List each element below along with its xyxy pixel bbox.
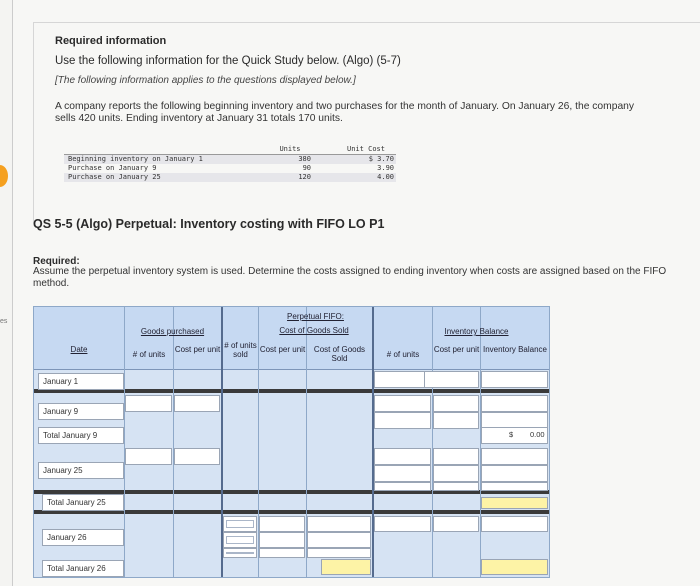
jan25-units-input[interactable] xyxy=(125,448,172,465)
inventory-table-header xyxy=(64,145,396,155)
column-line xyxy=(372,307,374,577)
cost-per-unit-column-header: Cost per unit xyxy=(174,345,221,354)
row-label-jan25: January 25 xyxy=(38,462,124,479)
jan9-cost-input[interactable] xyxy=(174,395,220,412)
jan26-units-sold-input-3[interactable] xyxy=(223,548,257,558)
requirements-description: A company reports the following beginning inventory and two purchases for the month of January. On January 26, the company sells 420 units. Ending inventory at January 31 totals 170 units. xyxy=(55,101,635,124)
inventory-row xyxy=(64,155,396,164)
perpetual-fifo-title: Perpetual FIFO: xyxy=(287,312,344,321)
goods-purchased-header: Goods purchased xyxy=(140,327,205,336)
required-label: Required: xyxy=(33,256,80,267)
inventory-row-units: 90 xyxy=(302,164,311,172)
row-label-total-jan9: Total January 9 xyxy=(38,427,124,444)
jan1-balance-total-input[interactable] xyxy=(481,371,548,388)
question-title: QS 5-5 (Algo) Perpetual: Inventory costing with FIFO LO P1 xyxy=(33,217,385,231)
jan26-cogs-cost-input[interactable] xyxy=(259,516,305,532)
jan9-balance-cost-input[interactable] xyxy=(433,395,479,412)
jan25-balance-total-input[interactable] xyxy=(481,448,548,465)
jan25-balance-total-input-3[interactable] xyxy=(481,482,548,491)
jan25-balance-cost-input-3[interactable] xyxy=(433,482,479,491)
progress-indicator[interactable] xyxy=(0,165,8,187)
cogs-column-header: Cost of Goods Sold xyxy=(313,345,366,363)
inventory-row-label: Beginning inventory on January 1 xyxy=(68,155,203,163)
jan26-cogs-input-3[interactable] xyxy=(307,548,371,558)
inventory-balance-group-header: Inventory Balance xyxy=(444,327,509,336)
jan26-cogs-input-2[interactable] xyxy=(307,532,371,548)
jan26-units-sold-input-2[interactable] xyxy=(223,532,257,548)
inventory-row-units: 120 xyxy=(298,173,311,181)
fifo-worksheet xyxy=(33,306,550,578)
jan25-balance-units-input-3[interactable] xyxy=(374,482,431,491)
total-jan9-currency: $ xyxy=(509,430,514,439)
total-jan26-cogs xyxy=(321,559,371,575)
requirements-note: [The following information applies to the questions displayed below.] xyxy=(55,75,356,86)
inventory-balance-column-header: Inventory Balance xyxy=(482,345,548,354)
row-label-total-jan26: Total January 26 xyxy=(42,560,124,577)
jan25-cost-input[interactable] xyxy=(174,448,220,465)
balance-cost-per-unit-column-header: Cost per unit xyxy=(433,345,480,354)
jan25-balance-total-input-2[interactable] xyxy=(481,465,548,482)
requirements-title: Required information xyxy=(55,35,167,47)
total-jan9-value: 0.00 xyxy=(530,430,545,439)
required-text: Assume the perpetual inventory system is used. Determine the costs assigned to ending inventory when costs are assigned based on the FIFO method. xyxy=(33,266,667,289)
inventory-row-cost: 3.90 xyxy=(377,164,394,172)
jan25-balance-units-input[interactable] xyxy=(374,448,431,465)
left-divider xyxy=(12,0,13,586)
jan9-units-input[interactable] xyxy=(125,395,172,412)
inventory-row xyxy=(64,173,396,182)
units-sold-column-header: # of units sold xyxy=(224,341,257,359)
cogs-cost-per-unit-column-header: Cost per unit xyxy=(259,345,306,354)
inventory-table xyxy=(64,145,396,182)
inventory-row-cost: 4.00 xyxy=(377,173,394,181)
jan26-balance-cost-input[interactable] xyxy=(433,516,479,532)
cogs-group-header: Cost of Goods Sold xyxy=(279,326,349,335)
jan9-balance-units-input[interactable] xyxy=(374,395,431,412)
total-jan25-balance xyxy=(481,497,548,509)
inventory-row-cost: $ 3.70 xyxy=(368,155,394,163)
row-label-jan1: January 1 xyxy=(38,373,124,390)
edge-label: es xyxy=(0,318,8,325)
jan26-balance-units-input[interactable] xyxy=(374,516,431,532)
inventory-row-label: Purchase on January 25 xyxy=(68,173,161,181)
jan25-balance-cost-input-2[interactable] xyxy=(433,465,479,482)
row-label-jan9: January 9 xyxy=(38,403,124,420)
jan25-balance-cost-input[interactable] xyxy=(433,448,479,465)
balance-units-column-header: # of units xyxy=(386,350,420,359)
jan26-units-sold-input[interactable] xyxy=(223,516,257,532)
jan1-balance-cost-input[interactable] xyxy=(424,371,479,388)
jan26-cogs-cost-input-2[interactable] xyxy=(259,532,305,548)
requirements-subtitle: Use the following information for the Quick Study below. (Algo) (5-7) xyxy=(55,55,401,67)
total-jan26-balance xyxy=(481,559,548,575)
inventory-row-label: Purchase on January 9 xyxy=(68,164,157,172)
jan26-cogs-input[interactable] xyxy=(307,516,371,532)
jan26-cogs-cost-input-3[interactable] xyxy=(259,548,305,558)
inventory-row-units: 380 xyxy=(298,155,311,163)
jan9-balance-cost-input-2[interactable] xyxy=(433,412,479,429)
jan9-balance-total-input[interactable] xyxy=(481,395,548,412)
units-column-header: # of units xyxy=(132,350,166,359)
jan25-balance-units-input-2[interactable] xyxy=(374,465,431,482)
unit-cost-header: Unit Cost xyxy=(347,145,385,153)
column-line xyxy=(124,307,125,577)
jan9-balance-units-input-2[interactable] xyxy=(374,412,431,429)
row-label-jan26: January 26 xyxy=(42,529,124,546)
jan26-balance-total-input[interactable] xyxy=(481,516,548,532)
date-column-header: Date xyxy=(70,345,88,354)
row-label-total-jan25: Total January 25 xyxy=(42,494,124,511)
units-header: Units xyxy=(279,145,301,153)
jan1-balance-units-input[interactable] xyxy=(374,371,431,388)
inventory-row xyxy=(64,164,396,173)
